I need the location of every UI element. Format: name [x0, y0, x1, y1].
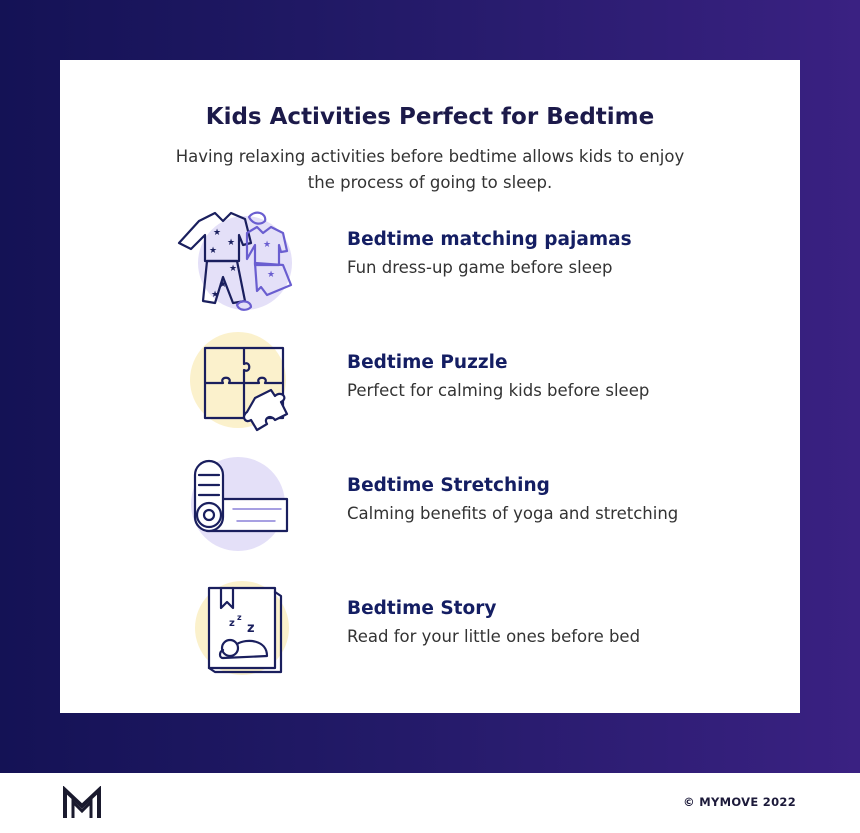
pajamas-icon — [175, 205, 300, 315]
activity-title: Bedtime Stretching — [347, 475, 550, 496]
page-subtitle: Having relaxing activities before bedtime allows kids to enjoy the process of going to sleep. — [175, 147, 685, 192]
svg-text:z: z — [247, 621, 255, 636]
activity-item-stretching — [60, 451, 800, 561]
activity-description: Read for your little ones before bed — [347, 627, 641, 646]
activity-title: Bedtime Puzzle — [347, 352, 508, 373]
yoga-mat-icon — [175, 451, 300, 561]
svg-text:★: ★ — [263, 240, 272, 250]
svg-text:z: z — [229, 618, 235, 629]
svg-text:★: ★ — [227, 238, 236, 248]
activity-item-story — [60, 574, 800, 684]
storybook-icon — [175, 574, 300, 684]
svg-text:★: ★ — [219, 280, 228, 290]
activity-item-pajamas — [60, 205, 800, 315]
activity-description: Fun dress-up game before sleep — [347, 258, 613, 277]
mymove-logo-icon — [63, 786, 103, 824]
copyright-text: © MYMOVE 2022 — [683, 795, 796, 809]
svg-text:★: ★ — [267, 270, 276, 280]
svg-text:★: ★ — [213, 228, 222, 238]
svg-text:★: ★ — [209, 246, 218, 256]
infographic-card — [60, 60, 800, 713]
activity-description: Calming benefits of yoga and stretching — [347, 504, 679, 523]
activity-title: Bedtime matching pajamas — [347, 229, 632, 250]
footer — [0, 773, 860, 833]
activity-description: Perfect for calming kids before sleep — [347, 381, 650, 400]
svg-text:z: z — [237, 613, 242, 622]
svg-text:★: ★ — [211, 290, 220, 300]
svg-text:★: ★ — [229, 264, 238, 274]
puzzle-icon — [175, 328, 300, 438]
page-title: Kids Activities Perfect for Bedtime — [205, 104, 655, 130]
activity-title: Bedtime Story — [347, 598, 497, 619]
activity-item-puzzle — [60, 328, 800, 438]
